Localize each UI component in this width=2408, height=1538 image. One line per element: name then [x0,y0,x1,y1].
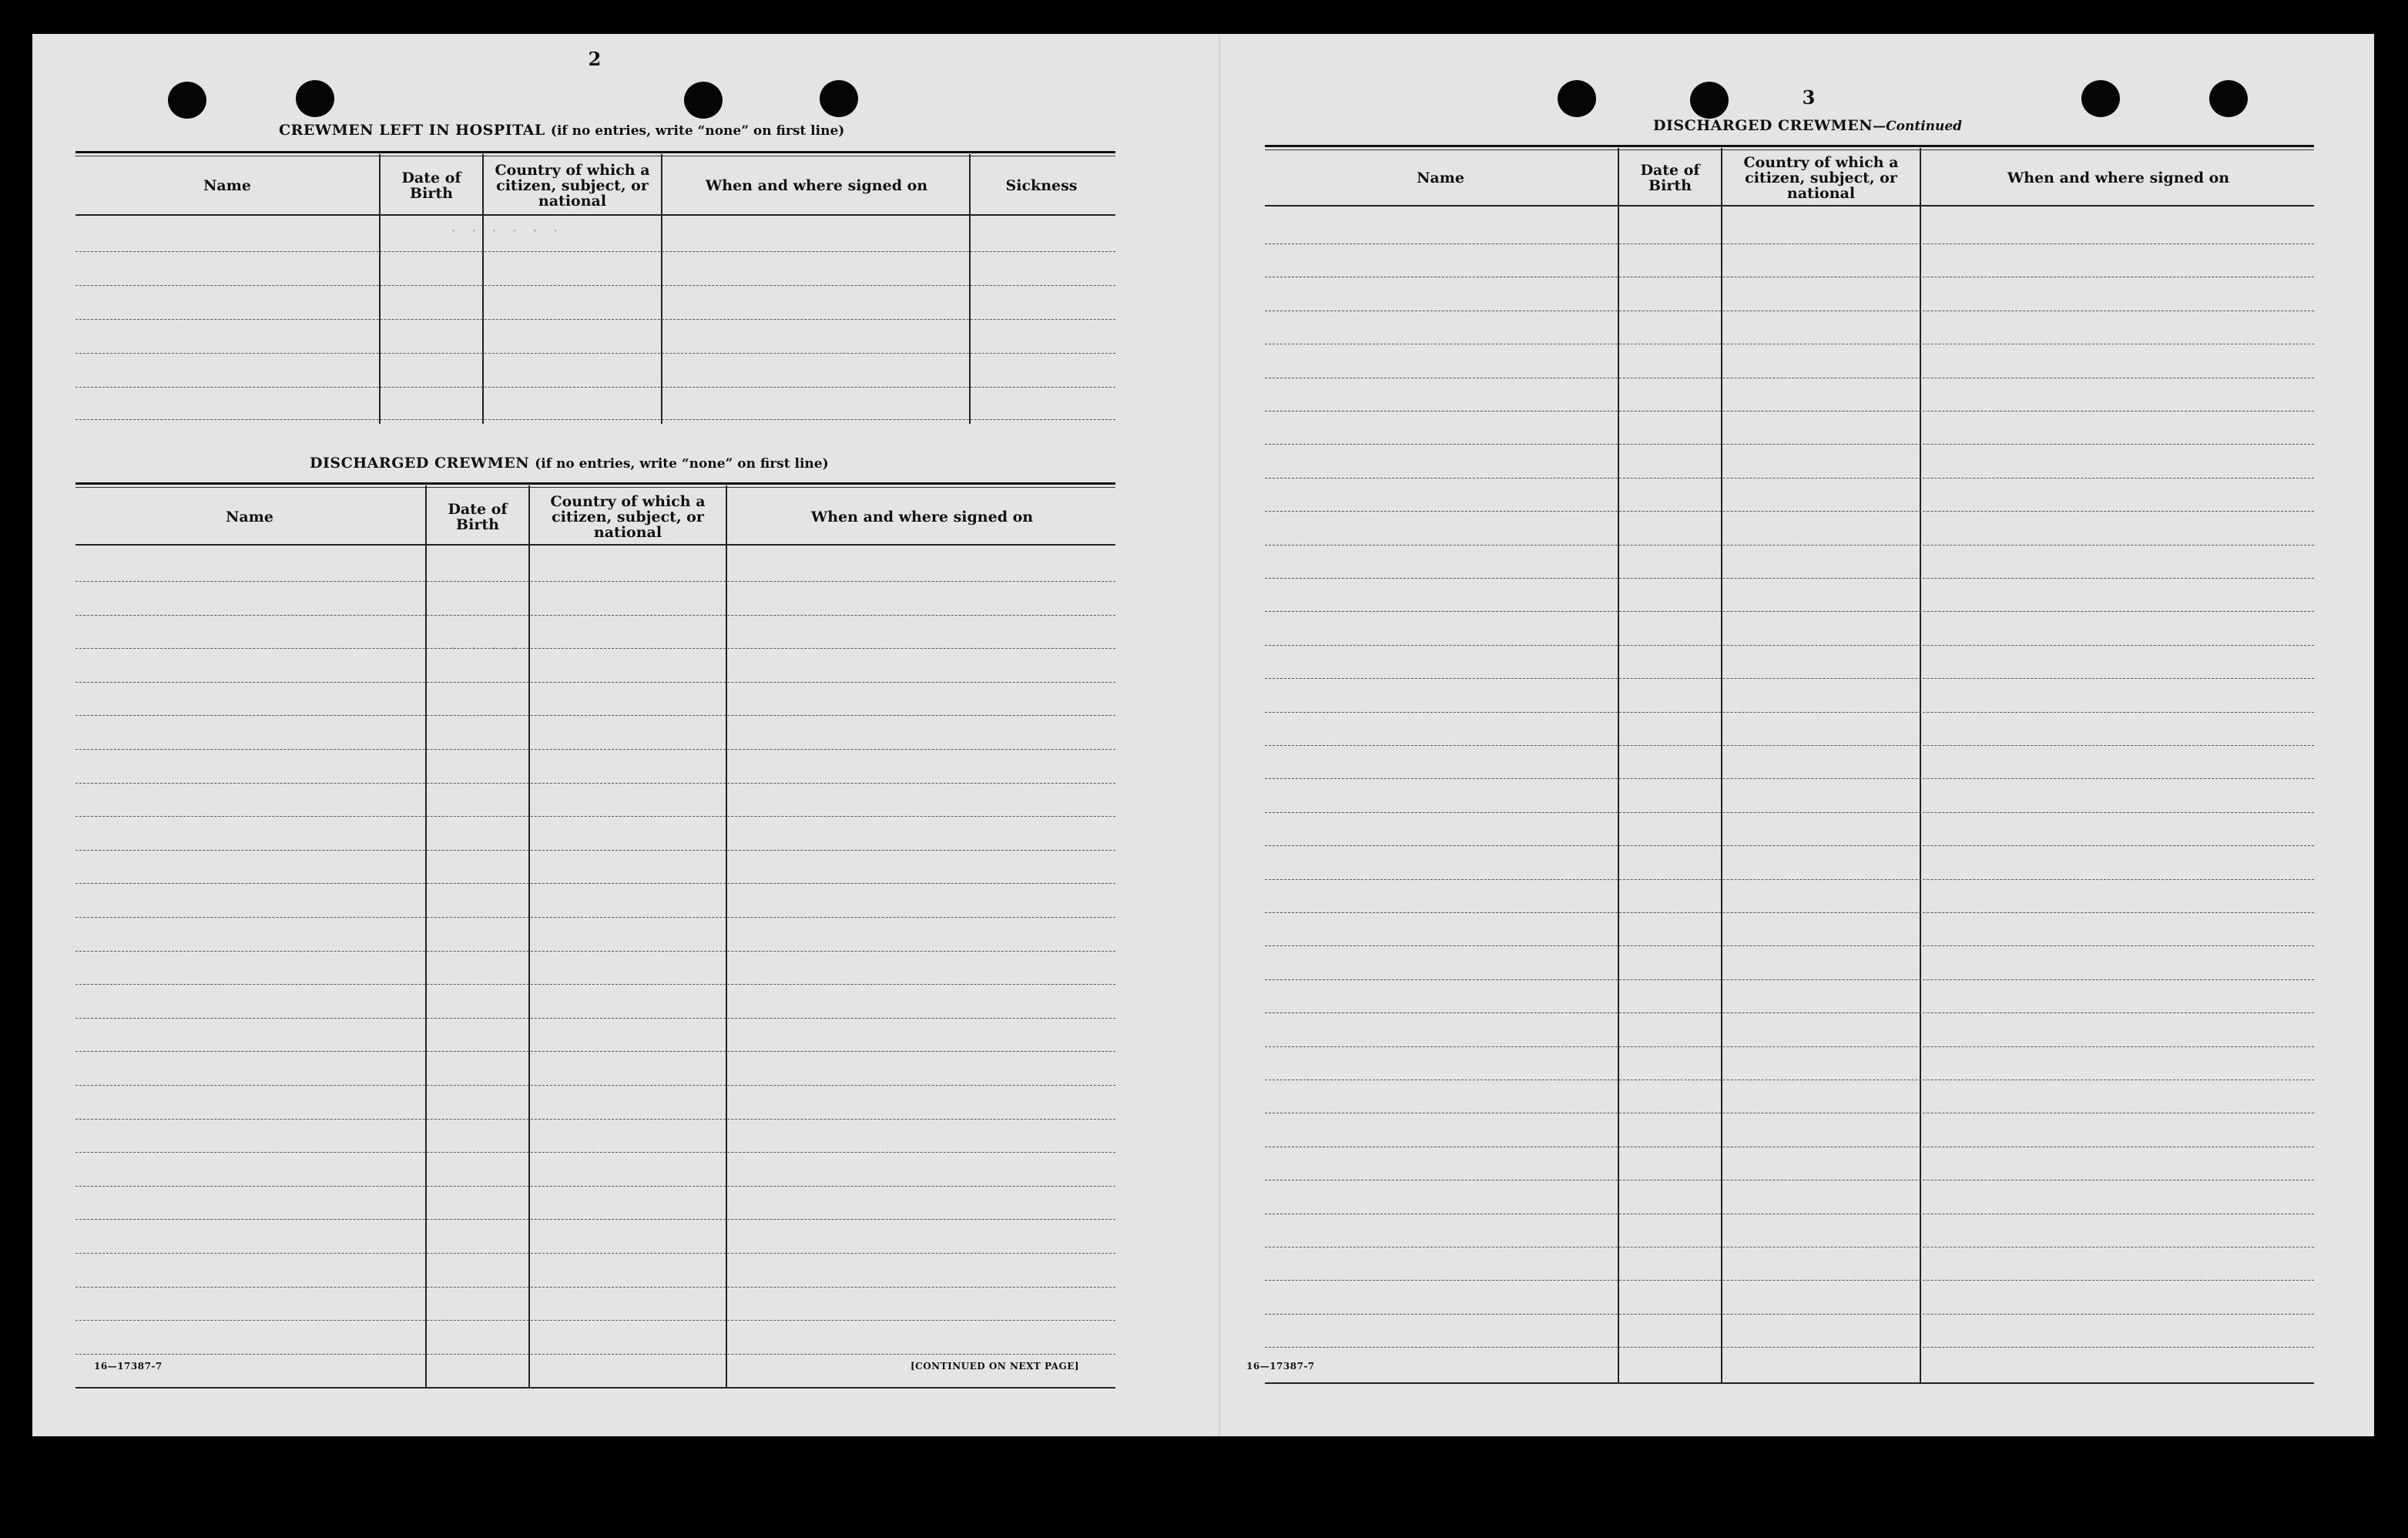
col-header-name: Name [203,177,251,194]
table-row [1265,444,2314,445]
col-divider [482,154,484,424]
page-number: 3 [1802,86,1816,109]
col-header-signed-on: When and where signed on [810,509,1034,526]
col-header-signed-on: When and where signed on [2007,170,2230,186]
table-row [1265,879,2314,880]
section-title-text: DISCHARGED CREWMEN [310,455,530,472]
table-row [1265,1280,2314,1281]
col-header-country: Country of which a citizen, subject, or national [550,493,706,541]
table-row [1265,778,2314,779]
table-row [1265,745,2314,746]
table-row [75,883,1115,884]
table-row [75,951,1115,952]
table-row [1265,645,2314,646]
section-title-text: CREWMEN LEFT IN HOSPITAL [279,122,545,139]
right-page [1220,34,2374,1436]
col-header-country: Country of which a citizen, subject, or national [1743,154,1899,202]
col-header-sickness: Sickness [1005,177,1078,194]
table-row [75,419,1115,420]
table-bottom-rule [75,1387,1115,1389]
form-number: 16—17387-7 [94,1361,163,1372]
col-header-name: Name [226,509,273,526]
col-divider [528,485,530,1387]
table-row [75,581,1115,582]
table-row [1265,1046,2314,1047]
table-top-rule [75,482,1115,485]
col-header-date-of-birth: Date of Birth [1640,162,1700,194]
section-title-text: DISCHARGED CREWMEN [1653,117,1873,134]
col-divider [1618,148,1619,1382]
table-row [1265,1012,2314,1013]
header-bottom-rule [1265,205,2314,207]
table-row [75,1186,1115,1187]
col-header-country: Country of which a citizen, subject, or national [495,162,650,210]
table-row [1265,545,2314,546]
bleed-through-text: . . . . . . [448,217,561,237]
table-bottom-rule [1265,1382,2314,1384]
section-title-hospital [279,122,844,139]
table-row [1265,945,2314,946]
table-row [75,984,1115,985]
header-bottom-rule [75,544,1115,546]
table-row [1265,511,2314,512]
table-row [1265,812,2314,813]
section-title-discharged-continued [1653,117,1962,134]
table-row [1265,611,2314,612]
col-divider [379,154,381,424]
table-row [75,319,1115,320]
col-divider [969,154,971,424]
table-row [1265,912,2314,913]
table-top-rule [1265,145,2314,147]
form-number: 16—17387-7 [1246,1361,1315,1372]
table-row [75,682,1115,683]
section-note: (if no entries, write “none” on first line) [550,123,845,139]
table-row [75,615,1115,616]
table-row [75,387,1115,388]
table-row [75,1018,1115,1019]
table-row [75,715,1115,716]
table-row [75,850,1115,851]
document-sheet [32,34,2374,1436]
table-row [1265,243,2314,244]
table-row [75,648,1115,649]
section-note: (if no entries, write “none” on first line) [535,456,829,472]
table-row [75,1085,1115,1086]
table-row [1265,1247,2314,1248]
section-title-discharged [310,455,829,472]
col-header-date-of-birth: Date of Birth [401,170,461,202]
table-row [1265,478,2314,479]
table-row [75,917,1115,918]
bleed-through-text: . . . . [448,635,520,654]
col-header-name: Name [1417,170,1464,186]
header-bottom-rule [75,214,1115,216]
left-page [32,34,1219,1436]
table-row [75,1354,1115,1355]
table-row [1265,712,2314,713]
table-row [75,1287,1115,1288]
table-row [1265,1314,2314,1315]
table-row [1265,979,2314,980]
section-title-suffix: —Continued [1873,119,1963,134]
col-divider [726,485,727,1387]
col-header-signed-on: When and where signed on [705,177,928,194]
table-row [75,1253,1115,1254]
table-row [75,783,1115,784]
col-divider [1920,148,1921,1382]
col-header-date-of-birth: Date of Birth [448,501,508,533]
table-row [75,1219,1115,1220]
table-row [75,353,1115,354]
table-row [75,816,1115,817]
table-row [75,1152,1115,1153]
table-top-rule [75,151,1115,153]
table-row [1265,1347,2314,1348]
col-divider [425,485,427,1387]
table-row [75,749,1115,750]
table-row [75,285,1115,286]
table-row [75,1051,1115,1052]
col-divider [1721,148,1722,1382]
table-row [75,251,1115,252]
table-row [1265,578,2314,579]
table-row [1265,678,2314,679]
table-row [75,1119,1115,1120]
table-row [1265,845,2314,846]
col-divider [661,154,662,424]
page-number: 2 [588,48,602,70]
table-row [75,1320,1115,1321]
continued-note: [CONTINUED ON NEXT PAGE] [911,1361,1080,1372]
